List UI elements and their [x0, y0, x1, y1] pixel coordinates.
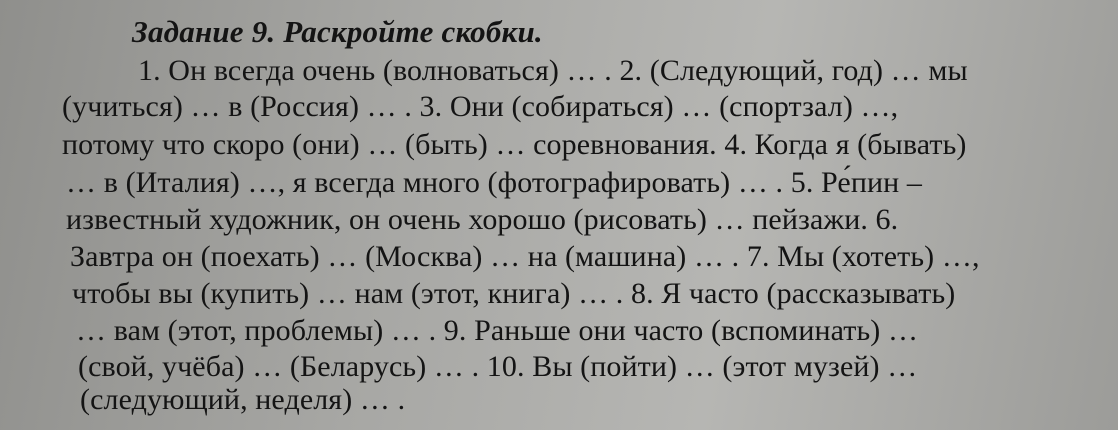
- text-line-6: Завтра он (поехать) … (Москва) … на (машина) … . 7. Мы (хотеть) …,: [70, 240, 980, 273]
- text-line-2: (учиться) … в (Россия) … . 3. Они (собираться) … (спортзал) …,: [62, 90, 899, 123]
- text-line-5: известный художник, он очень хорошо (рисовать) … пейзажи. 6.: [66, 203, 899, 236]
- text-line-9: (свой, учёба) … (Беларусь) … . 10. Вы (пойти) … (этот музей) …: [78, 350, 918, 383]
- text-line-1: 1. Он всегда очень (волноваться) … . 2. (Следующий, год) … мы: [138, 54, 968, 87]
- text-line-7: чтобы вы (купить) … нам (этот, книга) … . 8. Я часто (рассказывать): [72, 277, 956, 310]
- text-line-10: (следующий, неделя) … .: [80, 383, 406, 416]
- text-line-8: … вам (этот, проблемы) … . 9. Раньше они часто (вспоминать) …: [76, 314, 919, 347]
- text-line-4: … в (Италия) …, я всегда много (фотографировать) … . 5. Ре́пин –: [66, 166, 922, 199]
- exercise-title: Задание 9. Раскройте скобки.: [132, 14, 543, 49]
- text-line-3: потому что скоро (они) … (быть) … соревнования. 4. Когда я (бывать): [62, 128, 967, 161]
